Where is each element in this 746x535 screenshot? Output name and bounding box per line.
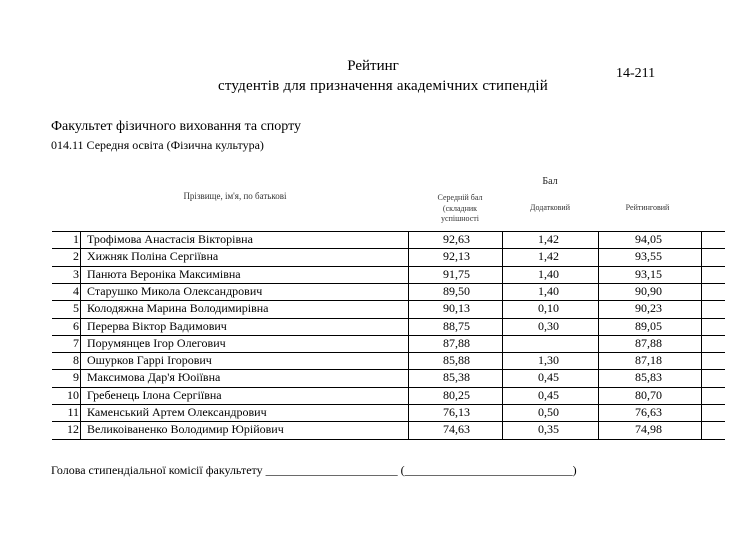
average-score: 90,13	[443, 301, 470, 316]
student-name: Каменський Артем Олександрович	[87, 405, 267, 419]
row-number: 12	[67, 422, 79, 437]
average-score: 76,13	[443, 405, 470, 419]
rating-score: 94,05	[635, 232, 662, 246]
rating-score: 93,15	[635, 266, 662, 281]
student-name: Колодяжна Марина Володимирівна	[87, 301, 269, 316]
student-name: Максимова Дар'я Юоіївна	[87, 370, 221, 385]
rating-score: 89,05	[635, 318, 662, 333]
average-score: 74,63	[443, 422, 470, 437]
header-score-group: Бал	[542, 176, 558, 187]
average-score: 85,88	[443, 353, 470, 368]
average-score: 80,25	[443, 387, 470, 402]
rating-score: 74,98	[635, 422, 662, 437]
document-number: 14-211	[616, 66, 656, 81]
header-rating: Рейтинговий	[625, 203, 670, 212]
extra-score: 1,42	[538, 249, 559, 264]
rating-score: 90,23	[635, 301, 662, 316]
student-name: Порумянцев Ігор Олегович	[87, 335, 226, 350]
header-average-line-2: (складник	[442, 203, 478, 213]
average-score: 89,50	[443, 283, 470, 298]
average-score: 88,75	[443, 318, 470, 333]
document-title: Рейтинг	[347, 58, 399, 74]
student-name: Трофімова Анастасія Вікторівна	[87, 232, 253, 246]
header-extra: Додатковий	[530, 203, 570, 212]
row-number: 1	[73, 232, 79, 246]
student-name: Ошурков Гаррі Ігорович	[87, 353, 212, 368]
average-score: 92,63	[443, 232, 470, 246]
average-score: 91,75	[443, 266, 470, 281]
rating-score: 80,70	[635, 387, 662, 402]
student-name: Панюта Вероніка Максимівна	[87, 266, 241, 281]
header-average-line-3: успішності	[441, 214, 479, 223]
student-name: Великоіваненко Володимир Юрійович	[87, 422, 284, 437]
rating-score: 87,18	[635, 353, 662, 368]
rating-score: 90,90	[635, 283, 662, 298]
average-score: 87,88	[443, 335, 470, 350]
extra-score: 1,40	[538, 283, 559, 298]
extra-score: 0,35	[538, 422, 559, 437]
extra-score: 0,45	[538, 370, 559, 385]
row-number: 5	[73, 301, 79, 316]
rating-score: 85,83	[635, 370, 662, 385]
row-number: 8	[73, 353, 79, 368]
row-number: 6	[73, 318, 79, 333]
row-number: 10	[67, 387, 79, 402]
rating-score: 76,63	[635, 405, 662, 419]
rating-score: 87,88	[635, 335, 662, 350]
rating-score: 93,55	[635, 249, 662, 264]
student-name: Гребенець Ілона Сергіївна	[87, 387, 222, 402]
row-number: 9	[73, 370, 79, 385]
average-score: 92,13	[443, 249, 470, 264]
faculty-name: Факультет фізичного виховання та спорту	[51, 119, 302, 134]
header-name: Прізвище, ім'я, по батькові	[183, 191, 287, 201]
row-number: 7	[73, 335, 79, 350]
extra-score: 1,40	[538, 266, 559, 281]
extra-score: 0,45	[538, 387, 559, 402]
extra-score: 0,50	[538, 405, 559, 419]
extra-score: 0,10	[538, 301, 559, 316]
header-average-line-1: Середній бал	[437, 193, 483, 202]
extra-score: 0,30	[538, 318, 559, 333]
row-number: 3	[73, 266, 79, 281]
row-number: 4	[73, 283, 79, 298]
program-name: 014.11 Середня освіта (Фізична культура)	[51, 138, 264, 152]
student-name: Старушко Микола Олександрович	[87, 283, 263, 298]
signature-line: Голова стипендіальної комісії факультету ______________________ (____________________________)	[51, 463, 577, 477]
extra-score: 1,42	[538, 232, 559, 246]
average-score: 85,38	[443, 370, 470, 385]
document-subtitle: студентів для призначення академічних стипендій	[217, 78, 549, 94]
row-number: 2	[73, 249, 79, 264]
row-number: 11	[67, 405, 79, 419]
student-name: Хижняк Поліна Сергіївна	[87, 249, 219, 264]
extra-score: 1,30	[538, 353, 559, 368]
student-name: Перерва Віктор Вадимович	[87, 318, 227, 333]
